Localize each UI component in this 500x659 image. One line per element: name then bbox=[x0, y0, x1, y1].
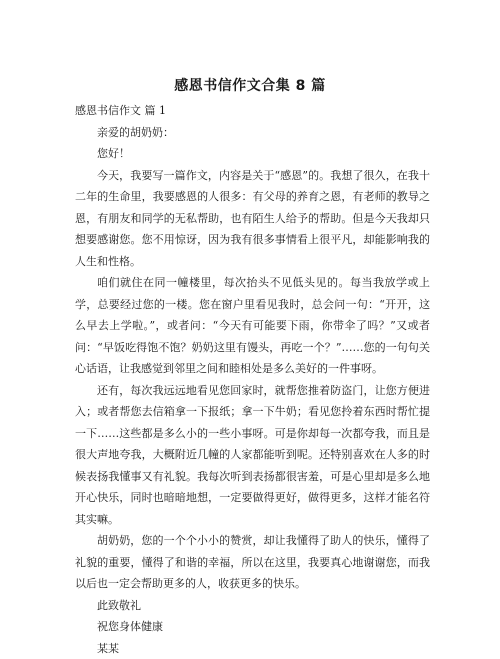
paragraph-4: 胡奶奶，您的一个个小小的赞赏，却让我懂得了助人的快乐，懂得了礼貌的重要，懂得了和谐的幸福，所以在这里，我要真心地谢谢您，而我以后也一定会帮助更多的人，收获更多的快乐。 bbox=[75, 530, 430, 595]
paragraph-2: 咱们就住在同一幢楼里，每次抬头不见低头见的。每当我放学或上学，总要经过您的一楼。您在窗户里看见我时，总会问一句：“开开，这么早去上学啦。”，或者问：“今天有可能要下雨，你带伞了吗？”又或者问：“早饭吃得饱不饱？奶奶这里有馒头，再吃一个？”……您的一句句关心话语，让我感觉到邻里之间和睦相处是多么美好的一件事呀。 bbox=[75, 272, 430, 380]
document-body bbox=[75, 100, 430, 659]
section-heading: 感恩书信作文 篇 1 bbox=[75, 100, 430, 122]
closing-salute: 此致敬礼 bbox=[75, 595, 430, 617]
document-title: 感恩书信作文合集 8 篇 bbox=[0, 75, 500, 95]
paragraph-1: 今天，我要写一篇作文，内容是关于“感恩”的。我想了很久，在我十二年的生命里，我要感恩的人很多：有父母的养育之恩，有老师的教导之恩，有朋友和同学的无私帮助，也有陌生人给予的帮助。但是今天我却只想要感谢您。您不用惊讶，因为我有很多事情看上很平凡，却能影响我的人生和性格。 bbox=[75, 165, 430, 273]
signature: 某某 bbox=[75, 638, 430, 659]
greeting: 您好！ bbox=[75, 143, 430, 165]
paragraph-3: 还有，每次我远远地看见您回家时，就帮您推着防盗门，让您方便进入；或者帮您去信箱拿一下报纸；拿一下牛奶；看见您拎着东西时帮忙提一下……这些都是多么小的一些小事呀。可是你却每一次都夸我，而且是很大声地夸我，大概附近几幢的人家都能听到呢。还特别喜欢在人多的时候表扬我懂事又有礼貌。我每次听到表扬都很害羞，可是心里却是多么地开心快乐，同时也暗暗地想，一定要做得更好，做得更多，这样才能名符其实嘛。 bbox=[75, 380, 430, 531]
salutation: 亲爱的胡奶奶： bbox=[75, 122, 430, 144]
closing-wish: 祝您身体健康 bbox=[75, 616, 430, 638]
